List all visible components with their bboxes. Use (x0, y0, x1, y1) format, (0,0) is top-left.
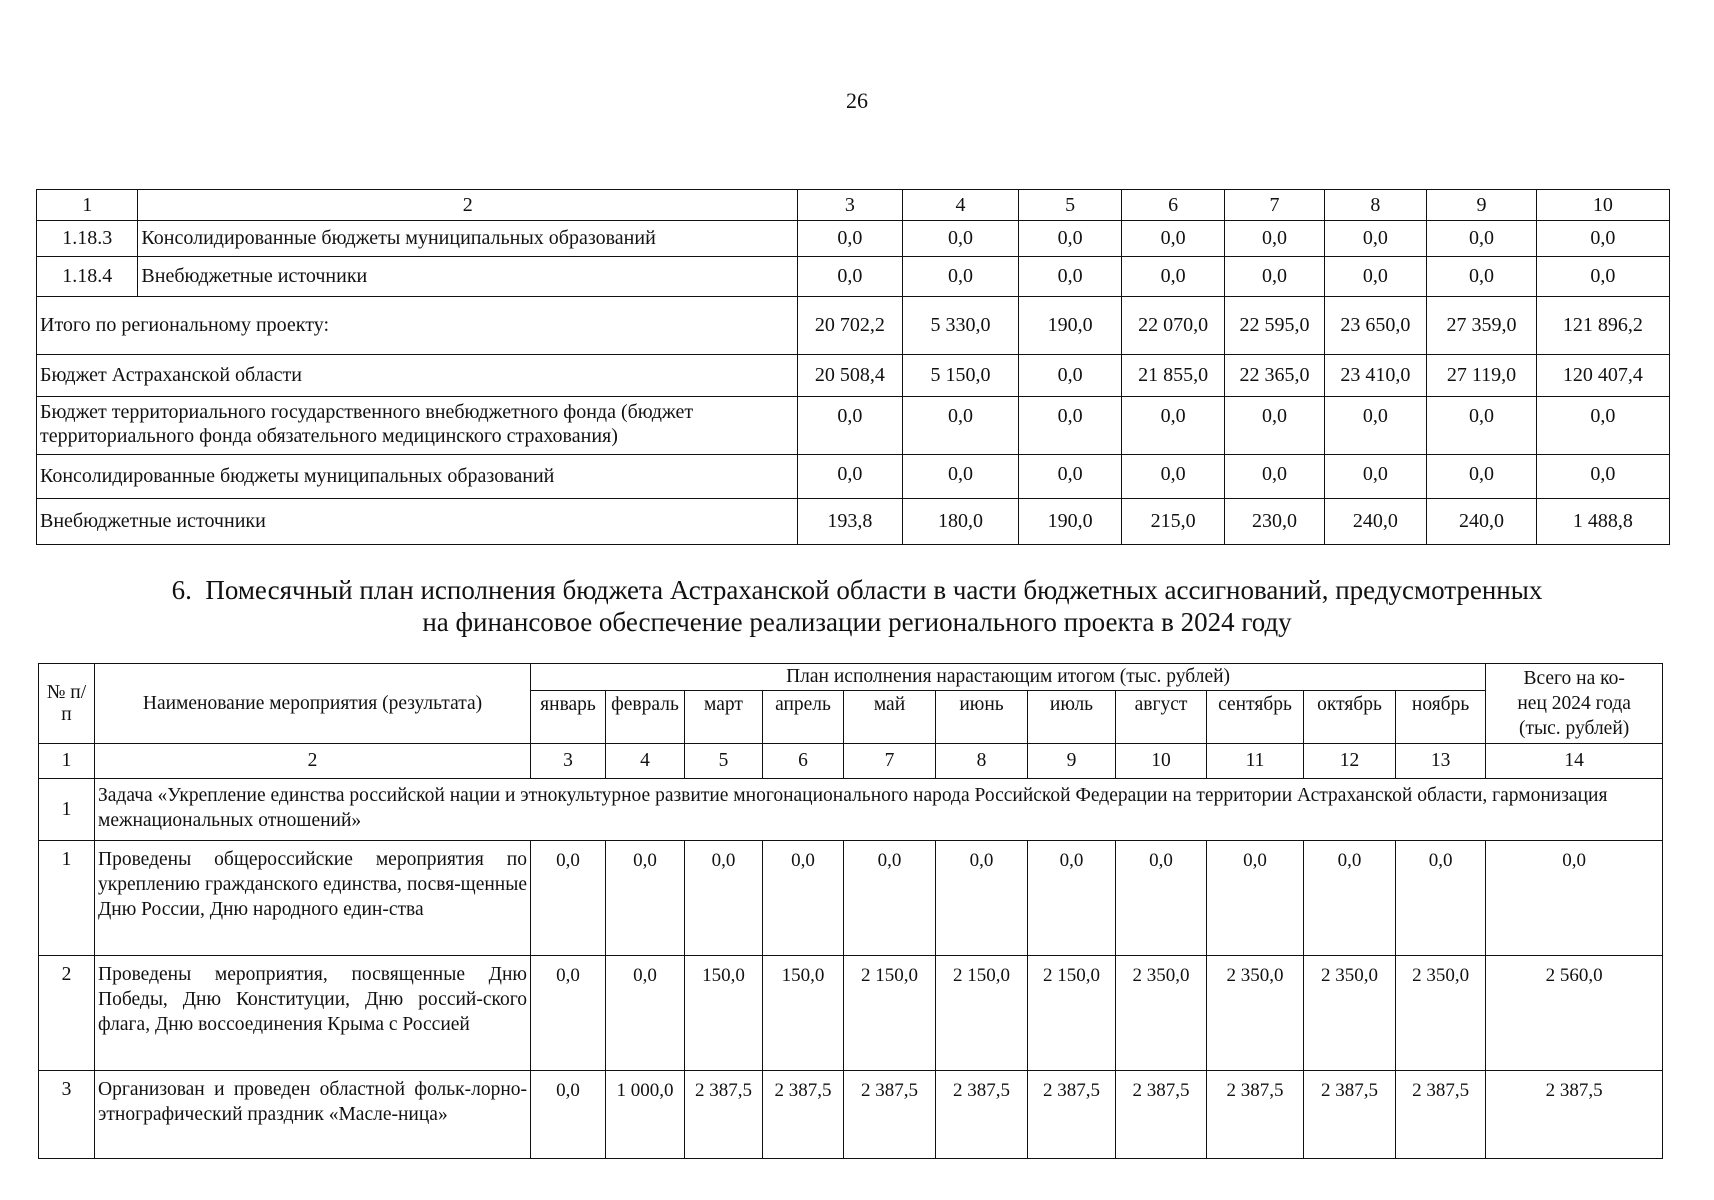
value-cell: 215,0 (1121, 499, 1224, 545)
budget-sources-table (36, 189, 1670, 545)
value-cell: 0,0 (1427, 257, 1537, 297)
row-code: 1.18.4 (37, 257, 138, 297)
month-header: июнь (936, 690, 1028, 743)
value-cell: 2 387,5 (844, 1071, 936, 1159)
value-cell: 0,0 (1427, 455, 1537, 499)
value-cell: 2 387,5 (685, 1071, 763, 1159)
value-cell: 5 150,0 (902, 355, 1019, 397)
section-title-text: Помесячный план исполнения бюджета Астраханской области в части бюджетных ассигнований, предусмотренных (205, 575, 1543, 605)
value-cell: 0,0 (798, 257, 902, 297)
column-number: 12 (1304, 744, 1396, 779)
value-cell: 150,0 (763, 956, 844, 1071)
value-cell: 193,8 (798, 499, 902, 545)
value-cell: 22 365,0 (1225, 355, 1324, 397)
value-cell: 0,0 (798, 455, 902, 499)
month-header: март (685, 690, 763, 743)
total-row (37, 355, 1670, 397)
column-number: 10 (1536, 190, 1669, 221)
total-label: Внебюджетные источники (37, 499, 798, 545)
column-number: 5 (1019, 190, 1121, 221)
total-cell: 2 560,0 (1486, 956, 1663, 1071)
total-row (37, 397, 1670, 455)
column-number: 3 (798, 190, 902, 221)
total-row (37, 499, 1670, 545)
value-cell: 0,0 (1324, 221, 1426, 257)
section-number: 6. (171, 575, 192, 605)
value-cell: 20 508,4 (798, 355, 902, 397)
column-number: 11 (1207, 744, 1304, 779)
value-cell: 27 359,0 (1427, 297, 1537, 355)
value-cell: 190,0 (1019, 297, 1121, 355)
header-plan: План исполнения нарастающим итогом (тыс. рублей) (531, 664, 1486, 691)
value-cell: 0,0 (1225, 257, 1324, 297)
column-number: 6 (1121, 190, 1224, 221)
value-cell: 0,0 (1019, 257, 1121, 297)
column-number: 8 (1324, 190, 1426, 221)
value-cell: 2 387,5 (1207, 1071, 1304, 1159)
value-cell: 0,0 (902, 397, 1019, 455)
header-num: № п/п (39, 664, 95, 744)
value-cell: 0,0 (1116, 841, 1207, 956)
row-name: Организован и проведен областной фольк-лорно-этнографический праздник «Масле-ница» (95, 1071, 531, 1159)
value-cell: 5 330,0 (902, 297, 1019, 355)
value-cell: 0,0 (1121, 397, 1224, 455)
total-label: Консолидированные бюджеты муниципальных образований (37, 455, 798, 499)
value-cell: 0,0 (1121, 257, 1224, 297)
value-cell: 230,0 (1225, 499, 1324, 545)
value-cell: 2 350,0 (1116, 956, 1207, 1071)
header-total-line: нец 2024 года (1517, 693, 1631, 714)
month-header: июль (1028, 690, 1116, 743)
value-cell: 0,0 (1324, 257, 1426, 297)
column-number: 4 (606, 744, 685, 779)
column-number: 1 (37, 190, 138, 221)
column-number: 9 (1028, 744, 1116, 779)
value-cell: 0,0 (1304, 841, 1396, 956)
total-cell: 2 387,5 (1486, 1071, 1663, 1159)
row-num: 3 (39, 1071, 95, 1159)
value-cell: 0,0 (763, 841, 844, 956)
month-header: ноябрь (1396, 690, 1486, 743)
value-cell: 180,0 (902, 499, 1019, 545)
value-cell: 0,0 (798, 397, 902, 455)
row-num: 2 (39, 956, 95, 1071)
value-cell: 0,0 (1019, 397, 1121, 455)
row-num: 1 (39, 841, 95, 956)
value-cell: 2 387,5 (1028, 1071, 1116, 1159)
value-cell: 0,0 (1207, 841, 1304, 956)
value-cell: 2 387,5 (763, 1071, 844, 1159)
table-row (39, 1071, 1663, 1159)
month-header: октябрь (1304, 690, 1396, 743)
value-cell: 0,0 (1121, 221, 1224, 257)
header-row (39, 664, 1663, 691)
value-cell: 0,0 (1225, 221, 1324, 257)
column-number: 3 (531, 744, 606, 779)
column-number: 10 (1116, 744, 1207, 779)
value-cell: 0,0 (1121, 455, 1224, 499)
value-cell: 0,0 (1536, 455, 1669, 499)
value-cell: 22 595,0 (1225, 297, 1324, 355)
task-num: 1 (39, 779, 95, 841)
value-cell: 0,0 (1019, 355, 1121, 397)
header-total (1486, 664, 1663, 744)
value-cell: 0,0 (606, 956, 685, 1071)
value-cell: 0,0 (531, 956, 606, 1071)
value-cell: 0,0 (1028, 841, 1116, 956)
section-title (0, 574, 1714, 638)
value-cell: 0,0 (1225, 455, 1324, 499)
value-cell: 190,0 (1019, 499, 1121, 545)
total-row (37, 297, 1670, 355)
monthly-plan-table (38, 663, 1663, 1159)
month-header: февраль (606, 690, 685, 743)
task-text: Задача «Укрепление единства российской нации и этнокультурное развитие многонационального народа Российской Федерации на территории Астраханской области, гармонизация межнациональных отношений» (95, 779, 1663, 841)
value-cell: 240,0 (1427, 499, 1537, 545)
value-cell: 1 000,0 (606, 1071, 685, 1159)
row-code: 1.18.3 (37, 221, 138, 257)
month-header: май (844, 690, 936, 743)
column-number: 8 (936, 744, 1028, 779)
value-cell: 0,0 (1324, 455, 1426, 499)
value-cell: 2 387,5 (1396, 1071, 1486, 1159)
row-name: Проведены мероприятия, посвященные Дню Победы, Дню Конституции, Дню россий-ского флага, Дню воссоединения Крыма с Россией (95, 956, 531, 1071)
value-cell: 0,0 (1427, 221, 1537, 257)
total-label: Итого по региональному проекту: (37, 297, 798, 355)
value-cell: 0,0 (1536, 397, 1669, 455)
value-cell: 0,0 (685, 841, 763, 956)
value-cell: 0,0 (1324, 397, 1426, 455)
column-number: 7 (1225, 190, 1324, 221)
column-number-row (37, 190, 1670, 221)
task-row (39, 779, 1663, 841)
value-cell: 0,0 (531, 1071, 606, 1159)
column-number: 6 (763, 744, 844, 779)
value-cell: 120 407,4 (1536, 355, 1669, 397)
row-label: Внебюджетные источники (138, 257, 798, 297)
value-cell: 2 150,0 (1028, 956, 1116, 1071)
total-row (37, 455, 1670, 499)
month-header: апрель (763, 690, 844, 743)
column-number: 5 (685, 744, 763, 779)
value-cell: 0,0 (798, 221, 902, 257)
value-cell: 0,0 (1427, 397, 1537, 455)
header-total-line: (тыс. рублей) (1519, 718, 1630, 739)
value-cell: 2 387,5 (1304, 1071, 1396, 1159)
header-name: Наименование мероприятия (результата) (95, 664, 531, 744)
value-cell: 0,0 (1536, 221, 1669, 257)
value-cell: 0,0 (902, 221, 1019, 257)
value-cell: 0,0 (1396, 841, 1486, 956)
section-title-line (0, 574, 1714, 606)
value-cell: 27 119,0 (1427, 355, 1537, 397)
value-cell: 20 702,2 (798, 297, 902, 355)
value-cell: 2 387,5 (936, 1071, 1028, 1159)
value-cell: 2 350,0 (1396, 956, 1486, 1071)
row-name: Проведены общероссийские мероприятия по укреплению гражданского единства, посвя-щенные Дню России, Дню народного един-ства (95, 841, 531, 956)
total-label: Бюджет территориального государственного внебюджетного фонда (бюджет территориального фонда обязательного медицинского страхования) (37, 397, 798, 455)
value-cell: 2 387,5 (1116, 1071, 1207, 1159)
value-cell: 2 350,0 (1304, 956, 1396, 1071)
table-row (37, 257, 1670, 297)
value-cell: 0,0 (1225, 397, 1324, 455)
value-cell: 23 410,0 (1324, 355, 1426, 397)
value-cell: 0,0 (606, 841, 685, 956)
column-number-row (39, 744, 1663, 779)
value-cell: 240,0 (1324, 499, 1426, 545)
value-cell: 23 650,0 (1324, 297, 1426, 355)
value-cell: 0,0 (531, 841, 606, 956)
row-label: Консолидированные бюджеты муниципальных образований (138, 221, 798, 257)
total-label: Бюджет Астраханской области (37, 355, 798, 397)
column-number: 13 (1396, 744, 1486, 779)
value-cell: 0,0 (936, 841, 1028, 956)
value-cell: 0,0 (844, 841, 936, 956)
column-number: 2 (138, 190, 798, 221)
value-cell: 121 896,2 (1536, 297, 1669, 355)
section-title-line: на финансовое обеспечение реализации регионального проекта в 2024 году (422, 607, 1292, 637)
column-number: 14 (1486, 744, 1663, 779)
value-cell: 0,0 (1536, 257, 1669, 297)
column-number: 4 (902, 190, 1019, 221)
value-cell: 22 070,0 (1121, 297, 1224, 355)
column-number: 1 (39, 744, 95, 779)
value-cell: 0,0 (902, 455, 1019, 499)
table-row (39, 956, 1663, 1071)
page-number: 26 (846, 88, 868, 113)
value-cell: 0,0 (1019, 455, 1121, 499)
total-cell: 0,0 (1486, 841, 1663, 956)
value-cell: 150,0 (685, 956, 763, 1071)
value-cell: 21 855,0 (1121, 355, 1224, 397)
month-header: январь (531, 690, 606, 743)
column-number: 2 (95, 744, 531, 779)
table-row (39, 841, 1663, 956)
value-cell: 2 350,0 (1207, 956, 1304, 1071)
month-header: сентябрь (1207, 690, 1304, 743)
column-number: 7 (844, 744, 936, 779)
month-header: август (1116, 690, 1207, 743)
value-cell: 2 150,0 (844, 956, 936, 1071)
value-cell: 0,0 (1019, 221, 1121, 257)
table-row (37, 221, 1670, 257)
value-cell: 1 488,8 (1536, 499, 1669, 545)
header-total-line: Всего на ко- (1523, 668, 1625, 689)
value-cell: 2 150,0 (936, 956, 1028, 1071)
value-cell: 0,0 (902, 257, 1019, 297)
column-number: 9 (1427, 190, 1537, 221)
